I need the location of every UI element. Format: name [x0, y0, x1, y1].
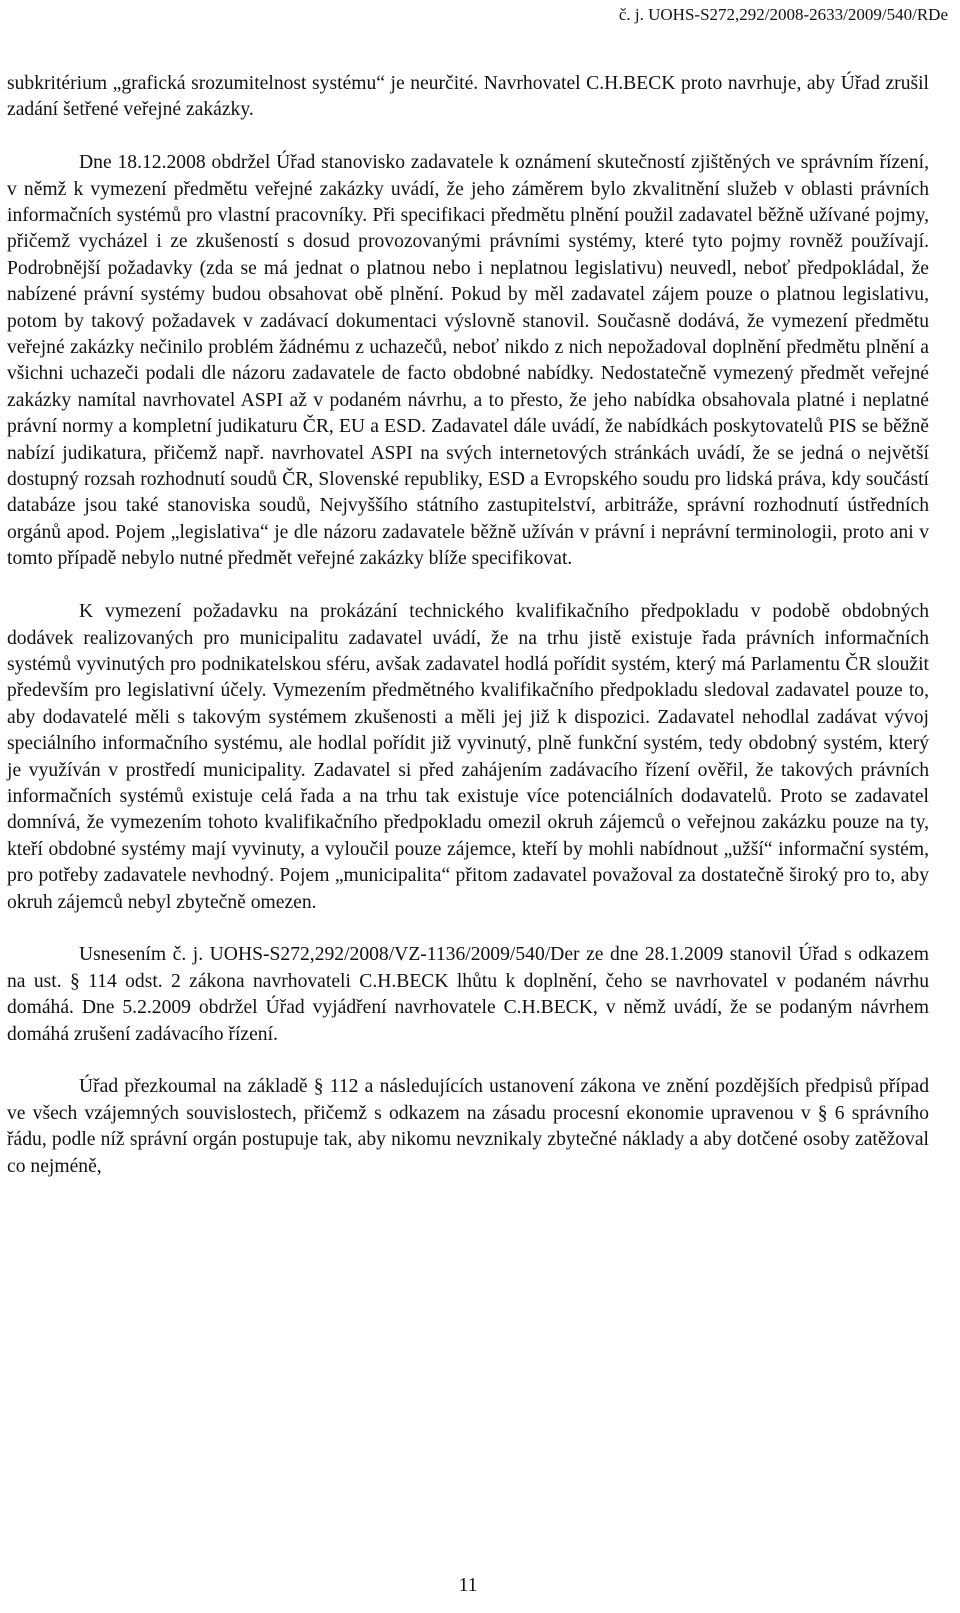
paragraph-resolution: Usnesením č. j. UOHS-S272,292/2008/VZ-1136/2009/540/Der ze dne 28.1.2009 stanovil Úřad s odkazem na ust. § 114 odst. 2 zákona navrhovateli C.H.BECK lhůtu k doplnění, čeho se navrhovatel v podaném návrhu domáhá. Dne 5.2.2009 obdržel Úřad vyjádření navrhovatele C.H.BECK, v němž uvádí, že se podaným návrhem domáhá zrušení zadávacího řízení.	[7, 944, 929, 1045]
paragraph-qualification-requirement: K vymezení požadavku na prokázání technického kvalifikačního předpokladu v podobě obdobných dodávek realizovaných pro municipalitu zadavatel uvádí, že na trhu jistě existuje řada právních informačních systémů vyvinutých pro podnikatelskou sféru, avšak zadavatel hodlá pořídit systém, který má Parlamentu ČR sloužit především pro legislativní účely. Vymezením předmětného kvalifikačního předpokladu sledoval zadavatel pouze to, aby dodavatelé měli s takovým systémem zkušenosti a měli jej již k dispozici. Zadavatel nehodlal zadávat vývoj speciálního informačního systému, ale hodlal pořídit již vyvinutý, plně funkční systém, tedy obdobný systém, který je využíván v prostředí municipality. Zadavatel si před zahájením zadávacího řízení ověřil, že takových právních informačních systémů existuje celá řada a na trhu tak existuje více potenciálních dodavatelů. Proto se zadavatel domnívá, že vymezením tohoto kvalifikačního předpokladu omezil okruh zájemců o veřejnou zakázku pouze na ty, kteří obdobné systémy mají vyvinuty, a vyloučil pouze zájemce, kteří by mohli nabídnout „užší“ informační systém, pro potřeby zadavatele nevhodný. Pojem „municipalita“ přitom zadavatel považoval za dostatečně široký pro to, aby okruh zájemců nebyl zbytečně omezen.	[7, 601, 929, 913]
paragraph-review: Úřad přezkoumal na základě § 112 a následujících ustanovení zákona ve znění pozdějších předpisů případ ve všech vzájemných souvislostech, přičemž s odkazem na zásadu procesní ekonomie upravenou v § 6 správního řádu, podle níž správní orgán postupuje tak, aby nikomu nevznikaly zbytečné náklady a aby dotčené osoby zatěžoval co nejméně,	[7, 1076, 929, 1177]
paragraph-continuation: subkritérium „grafická srozumitelnost systému“ je neurčité. Navrhovatel C.H.BECK proto navrhuje, aby Úřad zrušil zadání šetřené veřejné zakázky.	[7, 73, 929, 121]
paragraph-contracting-authority-statement: Dne 18.12.2008 obdržel Úřad stanovisko zadavatele k oznámení skutečností zjištěných ve správním řízení, v němž k vymezení předmětu veřejné zakázky uvádí, že jeho záměrem bylo zkvalitnění služeb v oblasti právních informačních systémů pro vlastní pracovníky. Při specifikaci předmětu plnění použil zadavatel běžně užívané pojmy, přičemž vycházel i ze zkušeností s dosud provozovanými právními systémy, které tyto pojmy rovněž používají. Podrobnější požadavky (zda se má jednat o platnou nebo i neplatnou legislativu) neuvedl, neboť předpokládal, že nabízené právní systémy budou obsahovat obě plnění. Pokud by měl zadavatel zájem pouze o platnou legislativu, potom by takový požadavek v zadávací dokumentaci výslovně stanovil. Současně dodává, že vymezení předmětu veřejné zakázky nečinilo problém žádnému z uchazečů, neboť nikdo z nich nepožadoval doplnění předmětu plnění a všichni uchazeči podali dle názoru zadavatele de facto obdobné nabídky. Nedostatečně vymezený předmět veřejné zakázky namítal navrhovatel ASPI až v podaném návrhu, a to přesto, že jeho nabídka obsahovala platné i neplatné právní normy a kompletní judikaturu ČR, EU a ESD. Zadavatel dále uvádí, že nabídkách poskytovatelů PIS se běžně nabízí judikatura, přičemž např. navrhovatel ASPI na svých internetových stránkách uvádí, že se jedná o největší dostupný rozsah rozhodnutí soudů ČR, Slovenské republiky, ESD a Evropského soudu pro lidská práva, kdy součástí databáze jsou také stanoviska soudů, Nejvyššího státního zastupitelství, arbitráže, správní rozhodnutí ústředních orgánů apod. Pojem „legislativa“ je dle názoru zadavatele běžně užíván v právní i neprávní terminologii, proto ani v tomto případě nebylo nutné předmět veřejné zakázky blíže specifikovat.	[7, 152, 929, 570]
case-reference-header: č. j. UOHS-S272,292/2008-2633/2009/540/RDe	[618, 5, 948, 24]
page-number: 11	[458, 1575, 478, 1596]
document-body	[7, 71, 929, 1206]
